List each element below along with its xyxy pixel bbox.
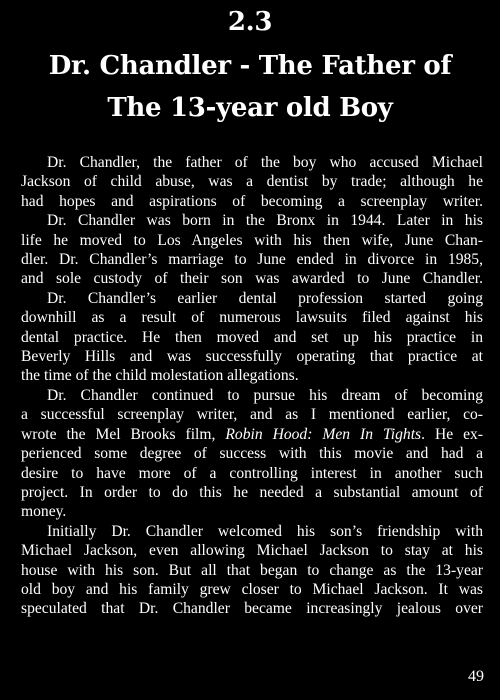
text-line: Dr. Chandler, the father of the boy who accused Michael xyxy=(47,154,483,171)
text-line: Dr. Chandler’s earlier dental profession started going xyxy=(47,289,483,307)
text-line: a successful screenplay writer, and as I mentioned earlier, co- xyxy=(21,406,483,424)
text-line: Beverly Hills and was successfully operating that practice at xyxy=(21,348,483,366)
text-line: project. In order to do this he needed a substantial amount of xyxy=(21,483,483,501)
text-line: downhill as a result of numerous lawsuits filed against his xyxy=(21,309,483,327)
text-line: Michael Jackson, even allowing Michael Jackson to stay at his xyxy=(21,542,483,560)
page-number: 49 xyxy=(468,668,484,685)
text-line: dental practice. He then moved and set up his practice in xyxy=(21,328,483,346)
text-line: Dr. Chandler was born in the Bronx in 1944. Later in his xyxy=(47,212,483,230)
text-line: speculated that Dr. Chandler became increasingly jealous over xyxy=(21,600,483,618)
text-line: life he moved to Los Angeles with his then wife, June Chan- xyxy=(21,231,483,249)
text-segment: . He ex- xyxy=(421,425,484,443)
section-title-line-2: The 13-year old Boy xyxy=(107,93,393,123)
text-line: and sole custody of their son was awarded to June Chandler. xyxy=(21,270,483,288)
text-line: perienced some degree of success with this movie and had a xyxy=(21,445,483,463)
text-line: old boy and his family grew closer to Michael Jackson. It was xyxy=(21,580,483,598)
paragraph-2 xyxy=(21,211,483,289)
text-line: the time of the child molestation allegations. xyxy=(21,367,299,385)
section-title-line-1: Dr. Chandler - The Father of xyxy=(48,51,452,81)
text-segment: wrote the Mel Brooks film, xyxy=(21,425,226,443)
section-number: 2.3 xyxy=(227,7,273,37)
text-line: had hopes and aspirations of becoming a screenplay writer. xyxy=(21,192,483,210)
paragraph-4 xyxy=(21,386,483,522)
text-line: money. xyxy=(21,503,67,521)
paragraph-3 xyxy=(21,289,483,386)
text-line: Dr. Chandler continued to pursue his dream of becoming xyxy=(47,386,483,404)
paragraph-5 xyxy=(21,522,483,619)
body-text xyxy=(21,153,483,619)
paragraph-1 xyxy=(21,153,483,211)
film-title: Robin Hood: Men In Tights xyxy=(225,425,422,443)
text-line: Jackson of child abuse, was a dentist by trade; although he xyxy=(21,173,483,191)
text-line: desire to have more of a controlling interest in another such xyxy=(21,464,483,482)
text-line: house with his son. But all that began to change as the 13-year xyxy=(21,561,483,579)
text-line: dler. Dr. Chandler’s marriage to June ended in divorce in 1985, xyxy=(21,251,483,269)
text-line-with-film-title xyxy=(21,425,483,444)
text-line: Initially Dr. Chandler welcomed his son’s friendship with xyxy=(47,522,483,540)
